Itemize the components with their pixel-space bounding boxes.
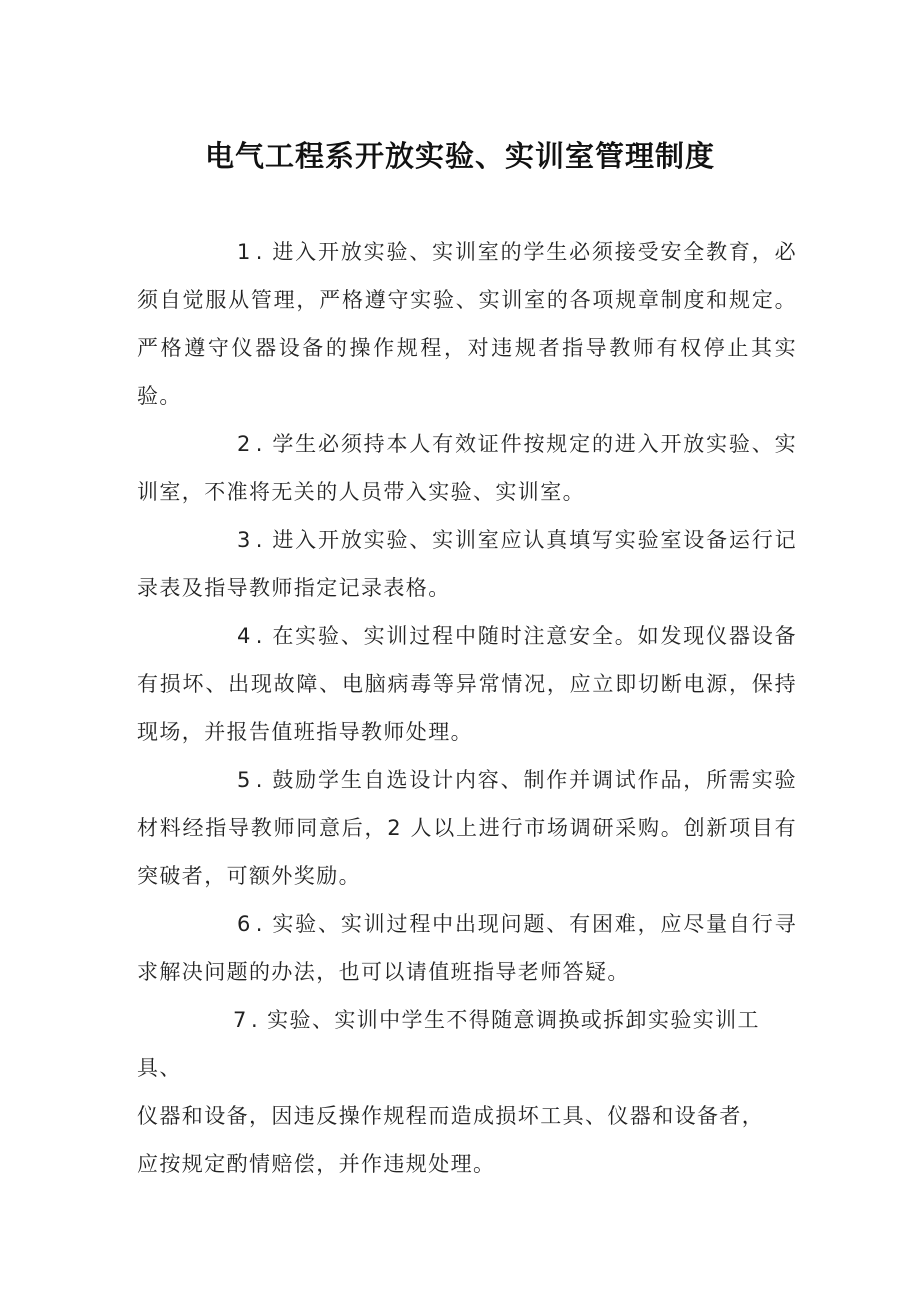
document-title: 电气工程系开放实验、实训室管理制度 (204, 139, 715, 173)
rule-number: 5 (237, 768, 252, 792)
rule-paragraph-2 (137, 420, 797, 516)
rule-paragraph-4 (137, 612, 797, 756)
rule-number: 7 (233, 1008, 248, 1032)
rule-text-line-2: 具、 (137, 1056, 182, 1080)
rule-text: . 进入开放实验、实训室应认真填写实验室设备运行记录表及指导教师指定记录表格。 (137, 528, 797, 600)
rule-number: 4 (237, 624, 252, 648)
rule-paragraph-5 (137, 756, 797, 900)
rule-number: 3 (237, 528, 252, 552)
rule-paragraph-1 (137, 228, 797, 420)
rule-text: . 实验、实训过程中出现问题、有困难，应尽量自行寻求解决问题的办法，也可以请值班指导老师答疑。 (137, 912, 797, 984)
rule-text: . 学生必须持本人有效证件按规定的进入开放实验、实训室，不准将无关的人员带入实验、实训室。 (137, 432, 797, 504)
rule-text-line-4: 应按规定酌情赔偿，并作违规处理。 (137, 1152, 496, 1176)
rule-paragraph-3 (137, 516, 797, 612)
rule-text: . 在实验、实训过程中随时注意安全。如发现仪器设备有损坏、出现故障、电脑病毒等异常情况，应立即切断电源，保持现场，并报告值班指导教师处理。 (137, 624, 797, 744)
rule-number: 6 (237, 912, 252, 936)
rule-paragraph-7 (137, 996, 797, 1188)
rule-text-line-3: 仪器和设备，因违反操作规程而造成损坏工具、仪器和设备者， (137, 1104, 765, 1128)
rule-text: . 进入开放实验、实训室的学生必须接受安全教育，必须自觉服从管理，严格遵守实验、实训室的各项规章制度和规定。严格遵守仪器设备的操作规程，对违规者指导教师有权停止其实验。 (137, 240, 797, 408)
rule-paragraph-6 (137, 900, 797, 996)
rule-text: . 鼓励学生自选设计内容、制作并调试作品，所需实验材料经指导教师同意后，2 人以上进行市场调研采购。创新项目有突破者，可额外奖励。 (137, 768, 797, 888)
document-body (137, 228, 797, 1188)
rule-text-line-1: . 实验、实训中学生不得随意调换或拆卸实验实训工 (251, 1008, 760, 1032)
rule-number: 2 (237, 432, 252, 456)
rule-number: 1 (237, 240, 252, 264)
